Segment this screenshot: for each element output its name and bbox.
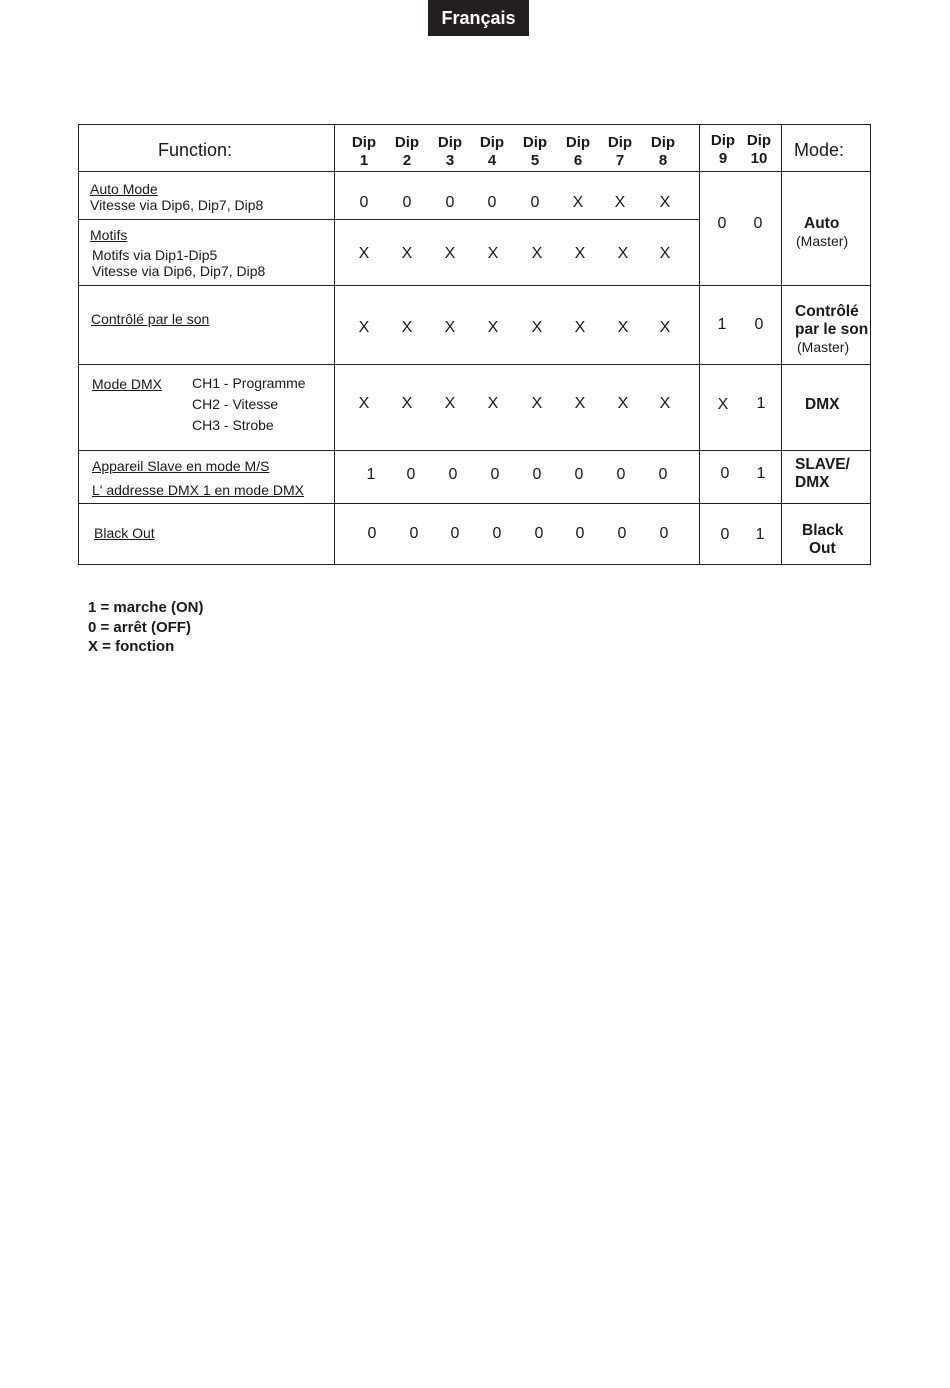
blackout-dip-6: 0 <box>575 525 585 542</box>
dmx-dip-6: X <box>574 395 586 412</box>
sound-mode-sublabel: (Master) <box>797 339 850 355</box>
slave-dip-5: 0 <box>532 466 542 483</box>
dmx-title: Mode DMX <box>92 376 163 392</box>
slave-dip-4: 0 <box>490 466 500 483</box>
dmx-ch2: CH2 - Vitesse <box>192 396 279 412</box>
blackout-dip-3: 0 <box>450 525 460 542</box>
row-divider-auto <box>78 219 700 220</box>
motifs-dip-2: X <box>401 245 413 262</box>
sound-dip-4: X <box>487 319 499 336</box>
auto-mode-label: Auto <box>804 215 840 232</box>
auto-dip-10: 0 <box>753 215 763 232</box>
motifs-dip-3: X <box>444 245 456 262</box>
blackout-dip-5: 0 <box>534 525 544 542</box>
header-dip-3: Dip 3 <box>437 134 463 169</box>
table-border-bottom <box>78 564 871 565</box>
blackout-dip-8: 0 <box>659 525 669 542</box>
slave-dip-8: 0 <box>658 466 668 483</box>
header-dip-1: Dip 1 <box>351 134 377 169</box>
header-dip-8: Dip 8 <box>650 134 676 169</box>
blackout-dip-2: 0 <box>409 525 419 542</box>
motifs-title: Motifs <box>90 227 128 243</box>
auto-dip-6: X <box>572 194 584 211</box>
sound-title: Contrôlé par le son <box>91 311 210 327</box>
slave-dip-7: 0 <box>616 466 626 483</box>
auto-dip-3: 0 <box>445 194 455 211</box>
slave-dip-9: 0 <box>720 465 730 482</box>
motifs-dip-4: X <box>487 245 499 262</box>
table-border-right <box>870 124 871 565</box>
row-divider-header <box>78 171 871 172</box>
header-dip-7: Dip 7 <box>607 134 633 169</box>
dip-switch-table <box>78 124 871 565</box>
dmx-mode-label: DMX <box>805 396 840 413</box>
blackout-mode-label-1: Black <box>802 522 844 539</box>
header-dip-2: Dip 2 <box>394 134 420 169</box>
slave-mode-label-2: DMX <box>795 474 830 491</box>
auto-dip-9: 0 <box>717 215 727 232</box>
column-divider-function <box>334 124 335 565</box>
slave-dip-1: 1 <box>366 466 376 483</box>
header-dip-5: Dip 5 <box>522 134 548 169</box>
dmx-dip-4: X <box>487 395 499 412</box>
slave-dip-10: 1 <box>756 465 766 482</box>
table-border-left <box>78 124 79 565</box>
auto-mode-sub: Vitesse via Dip6, Dip7, Dip8 <box>90 197 264 213</box>
dmx-ch3: CH3 - Strobe <box>192 417 274 433</box>
auto-dip-7: X <box>614 194 626 211</box>
sound-dip-8: X <box>659 319 671 336</box>
table-border-top <box>78 124 871 125</box>
auto-mode-sublabel: (Master) <box>796 233 849 249</box>
header-mode: Mode: <box>794 140 845 160</box>
header-dip-10: Dip 10 <box>746 132 772 167</box>
sound-dip-5: X <box>531 319 543 336</box>
sound-dip-10: 0 <box>754 316 764 333</box>
blackout-dip-9: 0 <box>720 526 730 543</box>
dmx-dip-2: X <box>401 395 413 412</box>
auto-dip-1: 0 <box>359 194 369 211</box>
legend-item-on: 1 = marche (ON) <box>88 599 204 616</box>
sound-dip-9: 1 <box>717 316 727 333</box>
row-divider-slave <box>78 503 871 504</box>
legend-item-function: X = fonction <box>88 638 175 655</box>
dmx-ch1: CH1 - Programme <box>192 375 306 391</box>
sound-mode-label-2: par le son <box>795 321 869 338</box>
dmx-dip-8: X <box>659 395 671 412</box>
sound-dip-2: X <box>401 319 413 336</box>
dmx-dip-1: X <box>358 395 370 412</box>
motifs-dip-1: X <box>358 245 370 262</box>
blackout-mode-label-2: Out <box>809 540 836 557</box>
column-divider-mode <box>781 124 782 565</box>
sound-dip-7: X <box>617 319 629 336</box>
header-dip-9: Dip 9 <box>710 132 736 167</box>
auto-dip-2: 0 <box>402 194 412 211</box>
header-dip-4: Dip 4 <box>479 134 505 169</box>
dmx-dip-5: X <box>531 395 543 412</box>
blackout-dip-7: 0 <box>617 525 627 542</box>
row-divider-sound <box>78 364 871 365</box>
auto-dip-4: 0 <box>487 194 497 211</box>
slave-line-2: L' addresse DMX 1 en mode DMX <box>92 482 304 498</box>
blackout-dip-10: 1 <box>755 526 765 543</box>
slave-mode-label-1: SLAVE/ <box>795 456 850 473</box>
motifs-sub-2: Vitesse via Dip6, Dip7, Dip8 <box>92 263 266 279</box>
legend-item-off: 0 = arrêt (OFF) <box>88 618 191 636</box>
slave-dip-6: 0 <box>574 466 584 483</box>
column-divider-dip8 <box>699 124 700 565</box>
header-function: Function: <box>158 140 233 160</box>
blackout-dip-4: 0 <box>492 525 502 542</box>
dmx-dip-9: X <box>717 396 729 413</box>
auto-dip-5: 0 <box>530 194 540 211</box>
sound-dip-6: X <box>574 319 586 336</box>
legend <box>88 598 203 657</box>
blackout-title: Black Out <box>94 525 155 541</box>
dmx-dip-7: X <box>617 395 629 412</box>
row-divider-motifs <box>78 285 871 286</box>
header-dip-6: Dip 6 <box>565 134 591 169</box>
motifs-dip-7: X <box>617 245 629 262</box>
sound-mode-label-1: Contrôlé <box>795 303 859 320</box>
dmx-dip-10: 1 <box>756 395 766 412</box>
motifs-dip-8: X <box>659 245 671 262</box>
motifs-dip-6: X <box>574 245 586 262</box>
dmx-dip-3: X <box>444 395 456 412</box>
auto-mode-title: Auto Mode <box>90 181 158 197</box>
slave-dip-2: 0 <box>406 466 416 483</box>
slave-line-1: Appareil Slave en mode M/S <box>92 458 270 474</box>
slave-dip-3: 0 <box>448 466 458 483</box>
motifs-sub-1: Motifs via Dip1-Dip5 <box>92 247 218 263</box>
language-tab: Français <box>428 0 529 36</box>
row-divider-dmx <box>78 450 871 451</box>
sound-dip-3: X <box>444 319 456 336</box>
auto-dip-8: X <box>659 194 671 211</box>
motifs-dip-5: X <box>531 245 543 262</box>
blackout-dip-1: 0 <box>367 525 377 542</box>
sound-dip-1: X <box>358 319 370 336</box>
